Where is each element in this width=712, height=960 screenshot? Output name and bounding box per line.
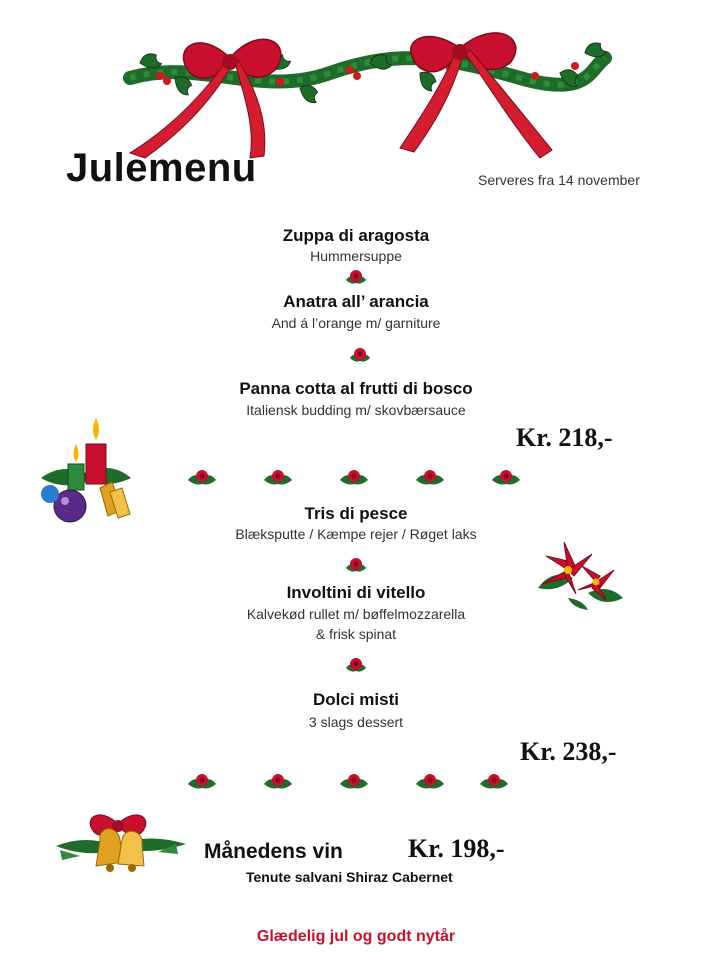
poinsettia-icon [528, 538, 628, 612]
dish-name: Tris di pesce [304, 504, 408, 523]
dish-description: 3 slags dessert [308, 714, 404, 730]
dish-name: Panna cotta al frutti di bosco [239, 379, 473, 398]
dish-description-line2: & frisk spinat [315, 626, 397, 642]
rose-separator-icon [348, 346, 372, 364]
dish-description: Hummersuppe [310, 248, 402, 264]
wine-name: Tenute salvani Shiraz Cabernet [246, 869, 453, 885]
dish-description: Kalvekød rullet m/ bøffelmozzarella [246, 606, 466, 622]
dish-name: Involtini di vitello [286, 583, 426, 602]
rose-separator-icon [344, 556, 368, 574]
dish-description: Italiensk budding m/ skovbærsauce [246, 402, 466, 418]
rose-separator-row [186, 466, 526, 488]
wine-price: Kr. 198,- [408, 834, 505, 863]
dish-description: Blæksputte / Kæmpe rejer / Røget laks [235, 526, 477, 542]
served-from-text: Serveres fra 14 november [478, 172, 640, 188]
dish-name: Anatra all’ arancia [283, 292, 429, 311]
menu1-price: Kr. 218,- [516, 423, 613, 452]
christmas-bells-icon [56, 806, 190, 892]
dish-name: Zuppa di aragosta [282, 226, 430, 245]
page-title: Julemenu [66, 146, 257, 190]
holiday-greeting: Glædelig jul og godt nytår [256, 928, 456, 945]
rose-separator-row [186, 770, 526, 792]
rose-separator-icon [344, 268, 368, 286]
dish-description: And á l’orange m/ garniture [271, 315, 441, 331]
rose-separator-icon [344, 656, 368, 674]
wine-of-month-label: Månedens vin [204, 840, 343, 863]
menu2-price: Kr. 238,- [520, 737, 617, 766]
dish-name: Dolci misti [313, 690, 399, 709]
